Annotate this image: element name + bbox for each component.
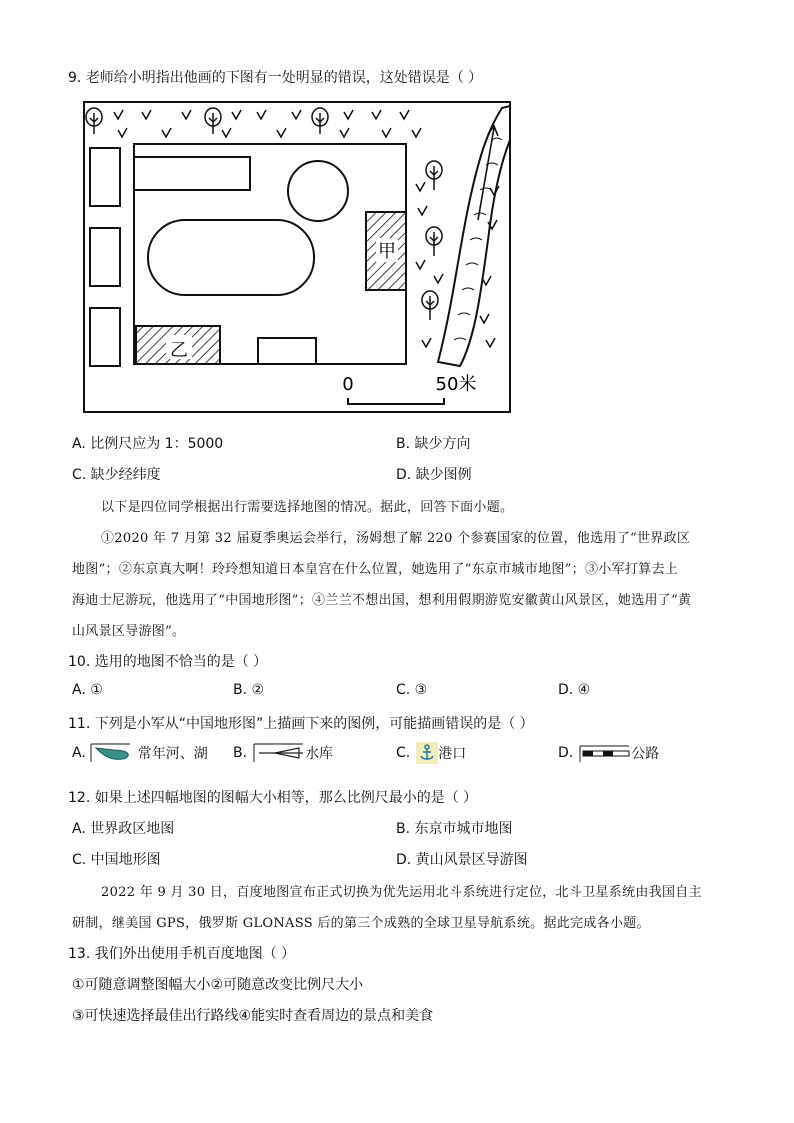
scale-zero: 0 xyxy=(342,374,354,395)
q9-option-a[interactable]: A. 比例尺应为 1：5000 xyxy=(72,436,224,452)
q11-option-c[interactable] xyxy=(396,742,466,764)
scale-end: 50米 xyxy=(435,374,477,395)
q10-option-a[interactable]: A. ① xyxy=(72,682,103,698)
q9-stem: 9. 老师给小明指出他画的下图有一处明显的错误，这处错误是（ ） xyxy=(68,70,483,86)
label-yi: 乙 xyxy=(170,340,188,361)
passage1-line-3: 海迪士尼游玩，他选用了“中国地形图”；④兰兰不想出国，想利用假期游览安徽黄山风景区，她选用了“黄 xyxy=(72,593,692,608)
q10-option-c[interactable]: C. ③ xyxy=(396,682,428,698)
q13-statement-2: ③可快速选择最佳出行路线④能实时查看周边的景点和美食 xyxy=(72,1008,434,1024)
building-left-3 xyxy=(90,308,120,366)
q10-option-b[interactable]: B. ② xyxy=(233,682,265,698)
intro-paragraph: 以下是四位同学根据出行需要选择地图的情况。据此，回答下面小题。 xyxy=(101,500,514,515)
tree-icon xyxy=(426,161,442,190)
river xyxy=(438,106,510,366)
scale-bar xyxy=(348,398,444,404)
grass-marks xyxy=(114,110,421,137)
q11-option-c-letter: C. xyxy=(396,745,411,761)
tree-icon xyxy=(205,108,221,134)
q9-option-c[interactable]: C. 缺少经纬度 xyxy=(72,467,161,483)
q12-option-b[interactable]: B. 东京市城市地图 xyxy=(396,821,513,837)
passage2-line-2: 研制，继美国 GPS，俄罗斯 GLONASS 后的第三个成熟的全球卫星导航系统。据此完成各小题。 xyxy=(72,916,650,931)
round-building xyxy=(288,161,348,221)
q11-option-d-text: 公路 xyxy=(631,746,660,762)
passage1-line-2: 地图”；②东京真大啊！玲玲想知道日本皇宫在什么位置，她选用了“东京市城市地图”；③小军打算去上 xyxy=(72,562,679,577)
building-left-2 xyxy=(90,228,120,286)
q9-option-d[interactable]: D. 缺少图例 xyxy=(396,467,472,483)
q13-statement-1: ①可随意调整图幅大小②可随意改变比例尺大小 xyxy=(72,977,364,993)
q12-stem: 12. 如果上述四幅地图的图幅大小相等，那么比例尺最小的是（ ） xyxy=(68,790,478,806)
sports-track xyxy=(148,220,314,295)
q11-stem: 11. 下列是小军从“中国地形图”上描画下来的图例，可能描画错误的是（ ） xyxy=(68,716,534,732)
highway-icon xyxy=(579,742,631,764)
lake-river-icon xyxy=(90,742,134,764)
passage2-line-1: 2022 年 9 月 30 日，百度地图宣布正式切换为优先运用北斗系统进行定位，北斗卫星系统由我国自主 xyxy=(101,885,702,900)
building-bottom xyxy=(258,338,316,364)
q11-option-b-letter: B. xyxy=(233,745,248,761)
q9-option-b[interactable]: B. 缺少方向 xyxy=(396,436,471,452)
q11-option-a-letter: A. xyxy=(72,745,86,761)
label-jia: 甲 xyxy=(378,241,396,262)
q12-option-d[interactable]: D. 黄山风景区导游图 xyxy=(396,852,528,868)
q11-option-d-letter: D. xyxy=(558,745,574,761)
passage1-line-4: 山风景区导游图”。 xyxy=(72,624,186,639)
reservoir-icon xyxy=(253,742,305,764)
q11-option-d[interactable] xyxy=(558,742,659,764)
building-left-1 xyxy=(90,148,120,206)
q10-option-d[interactable]: D. ④ xyxy=(558,682,591,698)
q11-option-a-text: 常年河、湖 xyxy=(137,746,208,762)
q12-option-c[interactable]: C. 中国地形图 xyxy=(72,852,161,868)
q11-option-b-text: 水库 xyxy=(305,746,334,762)
q11-option-b[interactable] xyxy=(233,742,333,764)
building-top xyxy=(134,157,250,190)
tree-icon xyxy=(426,227,442,256)
q10-stem: 10. 选用的地图不恰当的是（ ） xyxy=(68,654,268,670)
q11-option-c-text: 港口 xyxy=(438,746,467,762)
tree-icon xyxy=(422,291,438,320)
passage1-line-1: ①2020 年 7 月第 32 届夏季奥运会举行，汤姆想了解 220 个参赛国家的位置，他选用了“世界政区 xyxy=(101,531,691,546)
tree-icon xyxy=(86,108,102,134)
q12-option-a[interactable]: A. 世界政区地图 xyxy=(72,821,175,837)
q13-stem: 13. 我们外出使用手机百度地图（ ） xyxy=(68,946,296,962)
q11-option-a[interactable] xyxy=(72,742,208,764)
q9-map-figure xyxy=(82,100,512,414)
tree-icon xyxy=(312,108,328,134)
anchor-icon xyxy=(416,742,438,764)
